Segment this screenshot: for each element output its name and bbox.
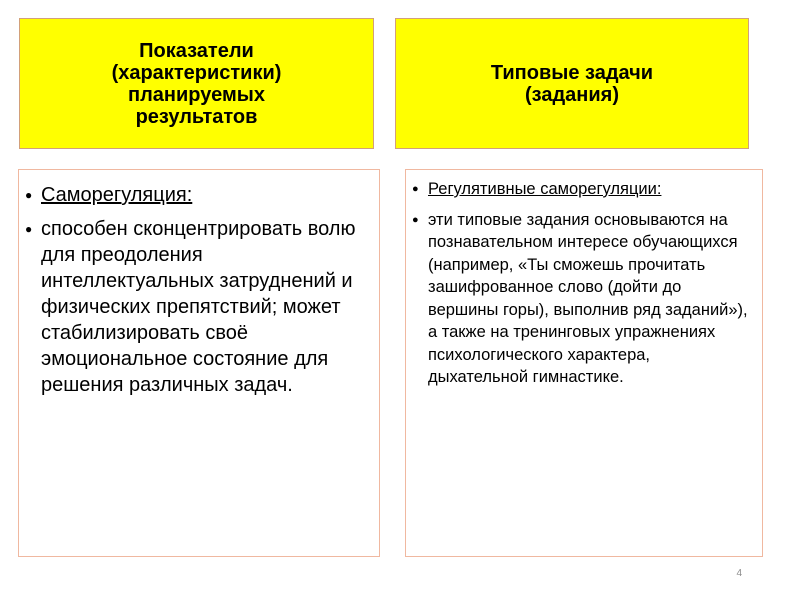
header-typical-tasks xyxy=(395,18,749,149)
typical-tasks-description: эти типовые задания основываются на познавательном интересе обучающихся (например, «Ты сможешь прочитать зашифрованное слово (дойти до вершины горы), выполнив ряд заданий»), а также на тренинговых упражнениях психологического характера, дыхательной гимнастике. xyxy=(428,210,748,386)
list-item xyxy=(412,209,754,389)
bullet-icon: ● xyxy=(25,222,33,236)
typical-tasks-list xyxy=(406,170,762,389)
indicators-content xyxy=(18,169,380,557)
indicators-list xyxy=(19,170,379,398)
page-number: 4 xyxy=(736,568,742,579)
bullet-icon: ● xyxy=(25,188,33,202)
header-indicators xyxy=(19,18,374,149)
self-regulation-heading: Саморегуляция: xyxy=(41,184,193,206)
list-item xyxy=(412,178,754,201)
header-typical-tasks-title: Типовые задачи (задания) xyxy=(490,61,654,106)
bullet-icon: ● xyxy=(412,183,419,195)
self-regulation-description: способен сконцентрировать волю для преодоления интеллектуальных затруднений и физических препятствий; может стабилизировать своё эмоциональное состояние для решения различных задач. xyxy=(41,218,356,396)
regulatory-heading: Регулятивные саморегуляции: xyxy=(428,180,662,198)
typical-tasks-content xyxy=(405,169,763,557)
list-item xyxy=(25,216,371,398)
header-indicators-title: Показатели (характеристики) планируемых результатов xyxy=(111,39,282,128)
list-item xyxy=(25,182,371,208)
bullet-icon: ● xyxy=(412,213,419,226)
